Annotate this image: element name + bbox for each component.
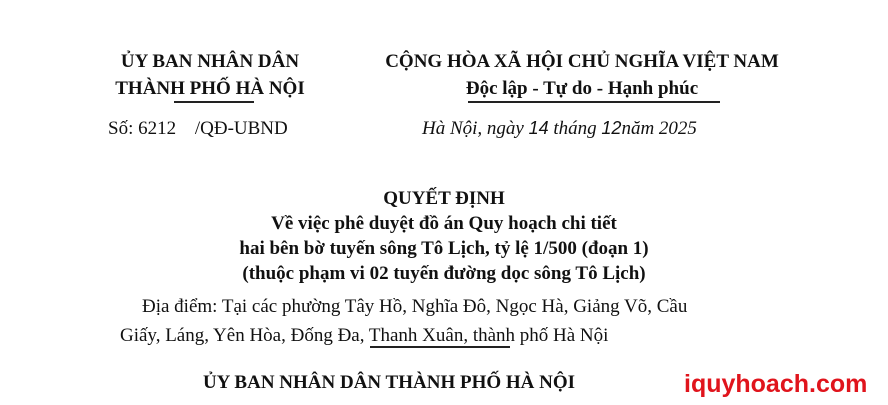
location-underline — [370, 346, 510, 348]
authority-footer-title: ỦY BAN NHÂN DÂN THÀNH PHỐ HÀ NỘI — [202, 372, 576, 393]
authority-line-2: THÀNH PHỐ HÀ NỘI — [115, 78, 305, 99]
issuing-authority — [100, 48, 320, 102]
decision-subject-line-2: hai bên bờ tuyến sông Tô Lịch, tỷ lệ 1/500 (đoạn 1) — [239, 238, 649, 259]
decision-subject-line-3: (thuộc phạm vi 02 tuyến đường dọc sông Tô Lịch) — [242, 263, 646, 284]
doc-number-prefix: Số: — [108, 118, 134, 139]
motto-underline — [468, 101, 720, 103]
document-number — [108, 118, 288, 140]
date-month-word: tháng — [553, 118, 597, 139]
location-line-2: Giấy, Láng, Yên Hòa, Đống Đa, Thanh Xuân, thành phố Hà Nội — [120, 325, 609, 346]
national-motto — [352, 48, 812, 102]
date-day: 14 — [528, 118, 549, 138]
location-line-1: Địa điểm: Tại các phường Tây Hồ, Nghĩa Đô, Ngọc Hà, Giảng Võ, Cầu — [142, 296, 688, 317]
doc-number-suffix: /QĐ-UBND — [194, 118, 288, 139]
location-block — [100, 292, 687, 350]
date-year: năm 2025 — [621, 118, 697, 139]
issue-date — [422, 118, 697, 140]
date-place: Hà Nội, ngày — [422, 118, 524, 139]
decision-subject-line-1: Về việc phê duyệt đồ án Quy hoạch chi tiết — [271, 213, 617, 234]
decision-heading: QUYẾT ĐỊNH — [383, 188, 505, 209]
authority-line-1: ỦY BAN NHÂN DÂN — [120, 51, 300, 72]
decision-title-block — [0, 186, 888, 286]
authority-underline — [174, 101, 254, 103]
country-name: CỘNG HÒA XÃ HỘI CHỦ NGHĨA VIỆT NAM — [385, 51, 779, 72]
motto-line: Độc lập - Tự do - Hạnh phúc — [465, 78, 699, 99]
watermark-logo: iquyhoach.com — [684, 370, 868, 398]
doc-number-value: 6212 — [138, 118, 177, 139]
date-month: 12 — [601, 118, 622, 138]
